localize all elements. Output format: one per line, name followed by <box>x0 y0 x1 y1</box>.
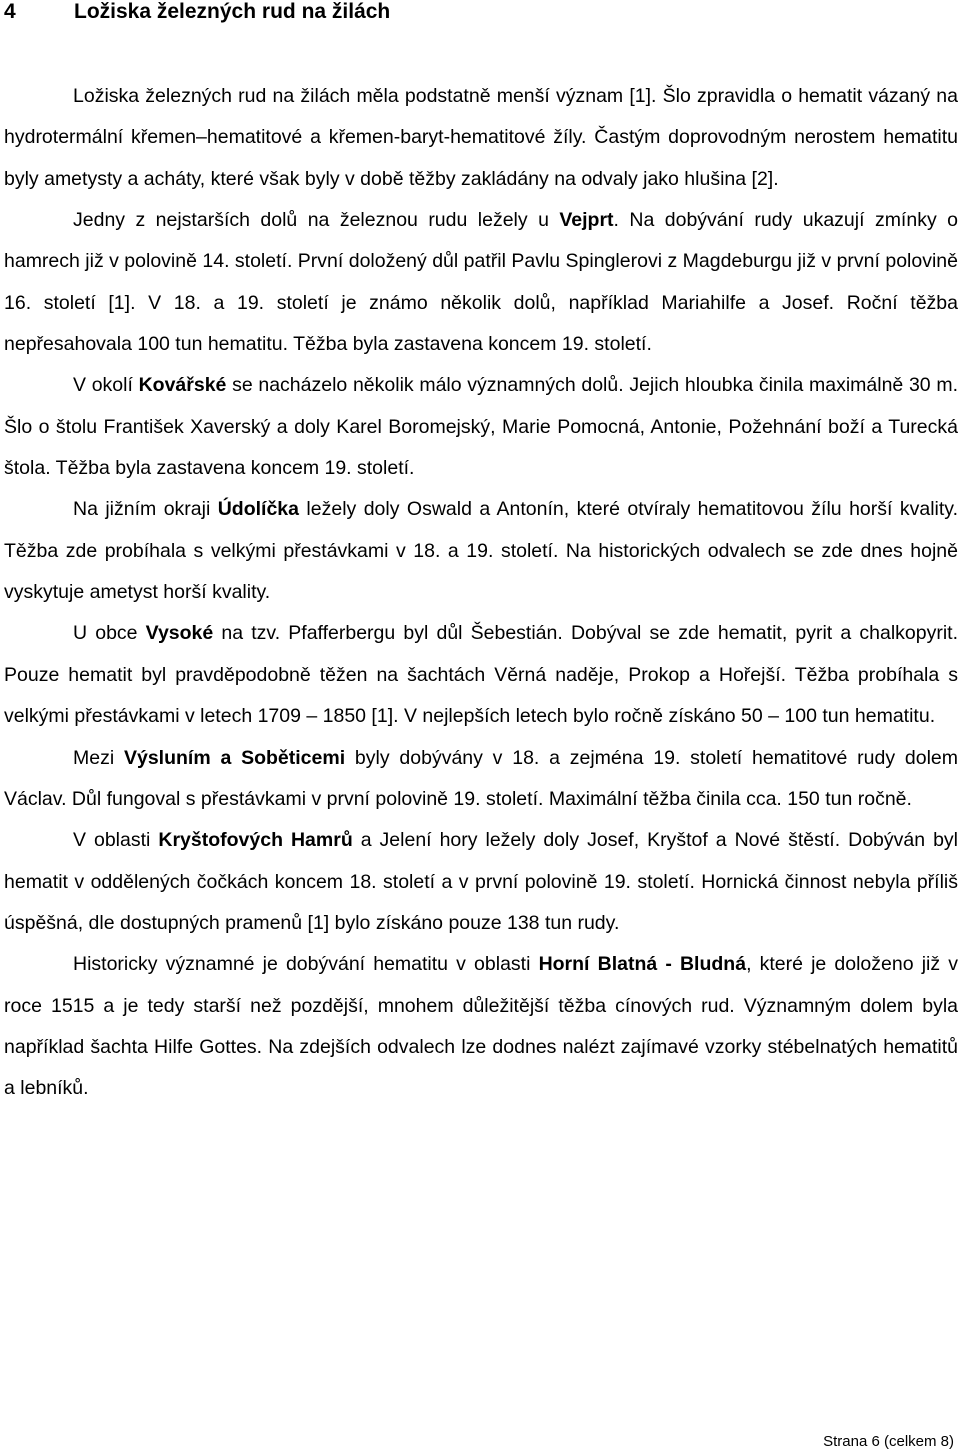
paragraph-8-text-1: Historicky významné je dobývání hematitu v oblasti <box>73 953 539 976</box>
place-name-vysluni-sobetice: Výsluním a Soběticemi <box>123 746 346 769</box>
paragraph-7-text-1: V oblasti <box>73 829 159 852</box>
paragraph-3-text-2: se nacházelo několik málo významných dolů. Jejich hloubka činila maximálně 30 m. Šlo o štolu František Xaverský a doly Karel Boromejský, Marie Pomocná, Antonie, Požehnání boží a Turecká štola. Těžba byla zastavena koncem 19. století. <box>4 374 958 480</box>
place-name-vejprt: Vejprt <box>559 209 614 232</box>
paragraph-7-text-2: a Jelení hory ležely doly Josef, Kryštof a Nové štěstí. Dobýván byl hematit v oddělených čočkách koncem 18. století a v první polovině 19. století. Hornická činnost nebyla příliš úspěšná, dle dostupných pramenů [1] bylo získáno pouze 138 tun rudy. <box>4 829 958 934</box>
paragraph-4-text-2: ležely doly Oswald a Antonín, které otvíraly hematitovou žílu horší kvality. Těžba zde probíhala s velkými přestávkami v 18. a 19. století. Na historických odvalech se zde dnes hojně vyskytuje ametyst horší kvality. <box>4 498 958 604</box>
paragraph-8 <box>4 944 958 1109</box>
body-text <box>4 76 958 1110</box>
paragraph-1 <box>4 76 958 200</box>
paragraph-2 <box>4 200 958 365</box>
paragraph-6-text-1: Mezi <box>73 746 124 769</box>
place-name-krystofovy-hamry: Kryštofových Hamrů <box>158 829 353 852</box>
place-name-udolicko: Údolíčka <box>217 498 299 521</box>
paragraph-6-text-2: byly dobývány v 18. a zejména 19. století hematitové rudy dolem Václav. Důl fungoval s přestávkami v první polovině 19. století. Maximální těžba činila cca. 150 tun ročně. <box>4 746 958 810</box>
section-number: 4 <box>4 0 16 23</box>
paragraph-8-text-2: , které je doloženo již v roce 1515 a je tedy starší než pozdější, mnohem důležitější těžba cínových rud. Významným dolem byla například šachta Hilfe Gottes. Na zdejších odvalech lze dodnes nalézt zajímavé vzorky stébelnatých hematitů a lebníků. <box>4 953 959 1100</box>
paragraph-3 <box>4 365 958 489</box>
paragraph-2-text-1: Jedny z nejstarších dolů na železnou rudu ležely u <box>73 209 560 232</box>
place-name-horni-blatna-bludna: Horní Blatná - Bludná <box>538 953 747 976</box>
section-title: Ložiska železných rud na žilách <box>74 0 391 23</box>
paragraph-4 <box>4 489 958 613</box>
paragraph-5-text-2: na tzv. Pfafferbergu byl důl Šebestián. Dobýval se zde hematit, pyrit a chalkopyrit. Pouze hematit byl pravděpodobně těžen na šachtách Věrná naděje, Prokop a Hořejší. Těžba probíhala s velkými přestávkami v letech 1709 – 1850 [1]. V nejlepších letech bylo ročně získáno 50 – 100 tun hematitu. <box>4 622 958 728</box>
paragraph-4-text-1: Na jižním okraji <box>73 498 218 521</box>
paragraph-5-text-1: U obce <box>73 622 146 645</box>
page-number-footer: Strana 6 (celkem 8) <box>823 1433 954 1450</box>
section-heading <box>4 0 390 24</box>
paragraph-5 <box>4 613 958 737</box>
paragraph-1-text: Ložiska železných rud na žilách měla podstatně menší význam [1]. Šlo zpravidla o hematit vázaný na hydrotermální křemen–hematitové a křemen-baryt-hematitové žíly. Častým doprovodným nerostem hematitu byly ametysty a acháty, které však byly v době těžby zakládány na odvaly jako hlušina [2]. <box>4 85 958 190</box>
paragraph-6 <box>4 738 958 821</box>
paragraph-3-text-1: V okolí <box>73 374 139 397</box>
paragraph-7 <box>4 820 958 944</box>
place-name-vysoka: Vysoké <box>145 622 214 645</box>
paragraph-2-text-2: . Na dobývání rudy ukazují zmínky o hamrech již v polovině 14. století. První doložený důl patřil Pavlu Spinglerovi z Magdeburgu již v první polovině 16. století [1]. V 18. a 19. století je známo několik dolů, například Mariahilfe a Josef. Roční těžba nepřesahovala 100 tun hematitu. Těžba byla zastavena koncem 19. století. <box>4 209 958 356</box>
place-name-kovarska: Kovářské <box>138 374 227 397</box>
